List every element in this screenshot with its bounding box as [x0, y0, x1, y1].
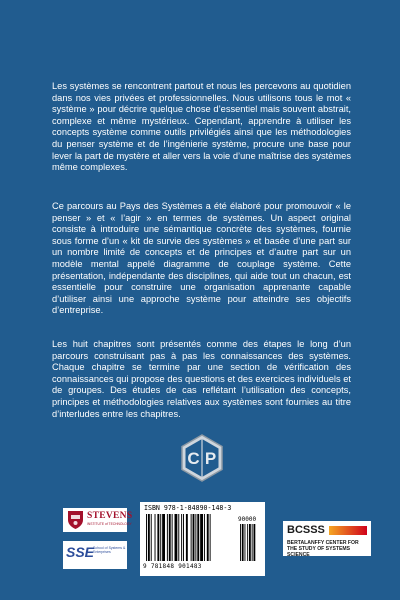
stevens-subtitle: INSTITUTE of TECHNOLOGY: [87, 522, 132, 526]
barcode-bar: [160, 514, 161, 561]
barcode-addon-bar: [249, 524, 251, 561]
blurb-paragraph-2: Ce parcours au Pays des Systèmes a été élaboré pour promouvoir « le penser » et « l’agir » en termes de systèmes. Un aspect original consiste à introduire une sémantique concrète des systèmes, fournie sous forme d’un « kit de survie des systèmes » et basée d’une part sur un nombre limité de concepts et de principes et d’autre part sur un modèle mental appelé diagramme de couplage système. Cette présentation, indépendante des disciplines, qui aide tout un chacun, est essentielle pour construire une organisation apprenante capable d’utiliser ainsi une approche système pour atteindre ses objectifs d’entreprise.: [52, 201, 351, 316]
barcode-bar: [181, 514, 182, 561]
barcode-bar: [204, 514, 205, 561]
barcode-bar: [186, 514, 188, 561]
stevens-logo: [63, 508, 133, 532]
bcsss-gradient-bar-icon: [329, 526, 367, 535]
barcode-bar: [197, 514, 199, 561]
blurb-paragraph-1: Les systèmes se rencontrent partout et nous les percevons au quotidien dans nos vies privées et professionnelles. Nous utilisons tous le mot « système » pour décrire quelque chose d’essentiel mais souvent abstrait, complexe et même mystérieux. Cependant, apprendre à utiliser les concepts système comme outils privilégiés ainsi que les méthodologies du penser système et de l’ingénierie système, procure une base pour lever la part de mystère et aller vers la voie d’une maîtrise des systèmes même complexes.: [52, 81, 351, 173]
barcode-bar: [157, 514, 159, 561]
publisher-logo-p: P: [204, 449, 217, 468]
barcode-bar: [169, 514, 171, 561]
barcode-bar: [162, 514, 165, 561]
barcode-bar: [167, 514, 168, 561]
publisher-logo: [178, 434, 226, 482]
publisher-logo-c: C: [187, 449, 200, 468]
barcode-bar: [200, 514, 203, 561]
barcode-addon-bar: [254, 524, 256, 561]
barcode-bar: [146, 514, 147, 561]
barcode-bar: [155, 514, 156, 561]
barcode-bar: [148, 514, 150, 561]
barcode-bar: [183, 514, 184, 561]
barcode-bar: [195, 514, 196, 561]
bcsss-name: BCSSS: [287, 524, 325, 536]
sse-subtitle: School of Systems & Enterprises: [93, 546, 126, 555]
blurb-paragraph-3: Les huit chapitres sont présentés comme des étapes le long d’un parcours construisant pas à pas les connaissances des systèmes. Chaque chapitre se termine par une section de vérification des connaissances qui propose des questions et des exercices individuels et de groupes. Des études de cas reflétant l’utilisation des concepts, principes et méthodologies relatives aux systèmes sont fournies au titre d’interludes entre les chapitres.: [52, 339, 351, 419]
bcsss-logo: [283, 521, 371, 556]
isbn-barcode: [140, 502, 265, 576]
barcode-bar: [210, 514, 211, 561]
isbn-text: ISBN 978-1-84890-148-3: [144, 504, 232, 512]
sse-logo: [63, 541, 127, 569]
barcode-bar: [207, 514, 209, 561]
barcode-bar: [175, 514, 178, 561]
bcsss-subtitle: BERTALANFFY CENTER FOR THE STUDY OF SYSTEMS SCIENCE: [287, 540, 359, 558]
barcode-addon-bar: [247, 524, 248, 561]
stevens-crest-icon: [66, 510, 85, 530]
stevens-name: STEVENS: [87, 511, 133, 521]
barcode-bar: [191, 514, 192, 561]
sse-name: SSE: [66, 544, 95, 560]
barcode-addon-bar: [242, 524, 244, 561]
barcode-bar: [151, 514, 152, 561]
price-code: 90000: [238, 516, 257, 523]
barcode-bar: [172, 514, 173, 561]
barcode-bar: [193, 514, 195, 561]
barcode-number: 9 781848 901483: [143, 563, 202, 570]
barcode-addon-bar: [252, 524, 253, 561]
barcode-addon-bar: [240, 524, 241, 561]
barcode-bar: [178, 514, 179, 561]
barcode-addon-bar: [245, 524, 246, 561]
